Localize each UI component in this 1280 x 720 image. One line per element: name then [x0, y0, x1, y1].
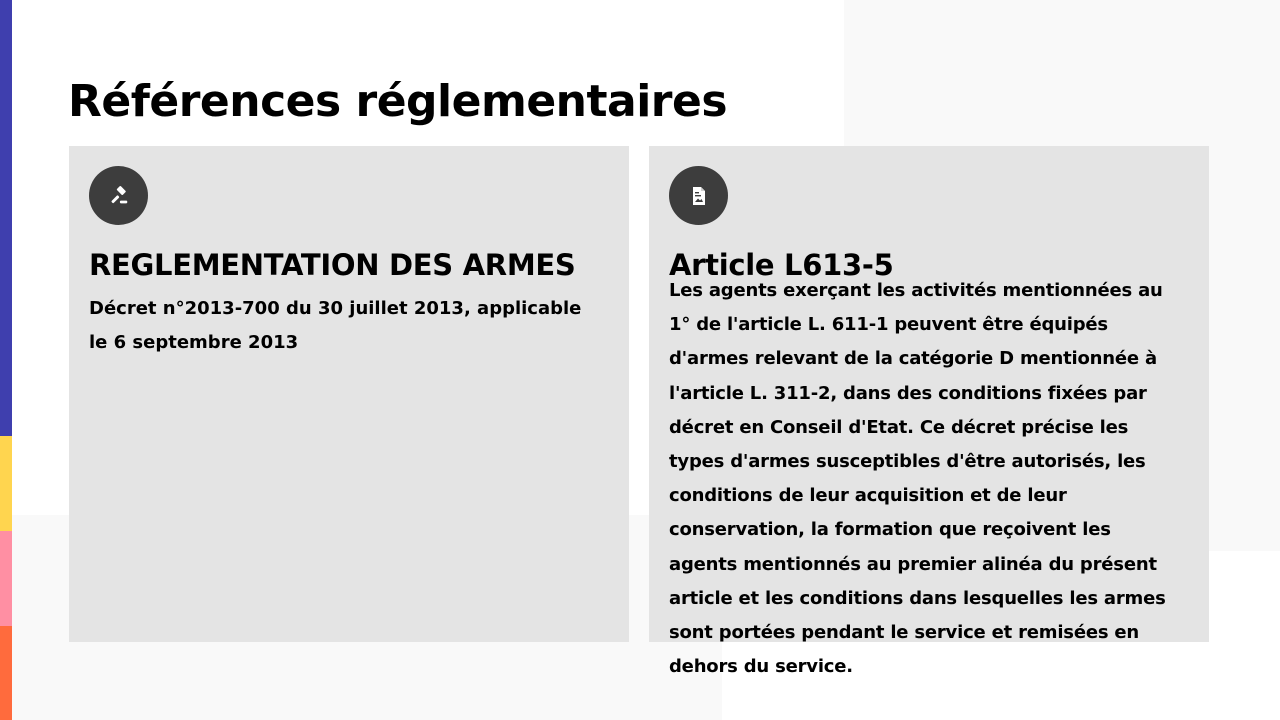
accent-bar: [0, 0, 12, 720]
card-article: [649, 146, 1209, 678]
slide-title: Références réglementaires: [68, 76, 728, 127]
card-heading: REGLEMENTATION DES ARMES: [89, 248, 576, 282]
accent-segment-yellow: [0, 436, 12, 531]
accent-segment-blue: [0, 0, 12, 436]
card-body: Les agents exerçant les activités mentionnées au 1° de l'article L. 611-1 peuvent être équipés d'armes relevant de la catégorie D mentionnée à l'article L. 311-2, dans des conditions fixées par décret en Conseil d'Etat. Ce décret précise les types d'armes susceptibles d'être autorisés, les conditions de leur acquisition et de leur conservation, la formation que reçoivent les agents mentionnés au premier alinéa du présent article et les conditions dans lesquelles les armes sont portées pendant le service et remisées en dehors du service.: [669, 280, 1166, 678]
document-icon: [669, 166, 728, 225]
gavel-icon: [89, 166, 148, 225]
card-body: Décret n°2013-700 du 30 juillet 2013, applicable le 6 septembre 2013: [89, 298, 582, 353]
card-regulation: [69, 146, 629, 642]
accent-segment-pink: [0, 531, 12, 626]
card-heading: Article L613-5: [669, 248, 894, 282]
accent-segment-orange: [0, 626, 12, 720]
